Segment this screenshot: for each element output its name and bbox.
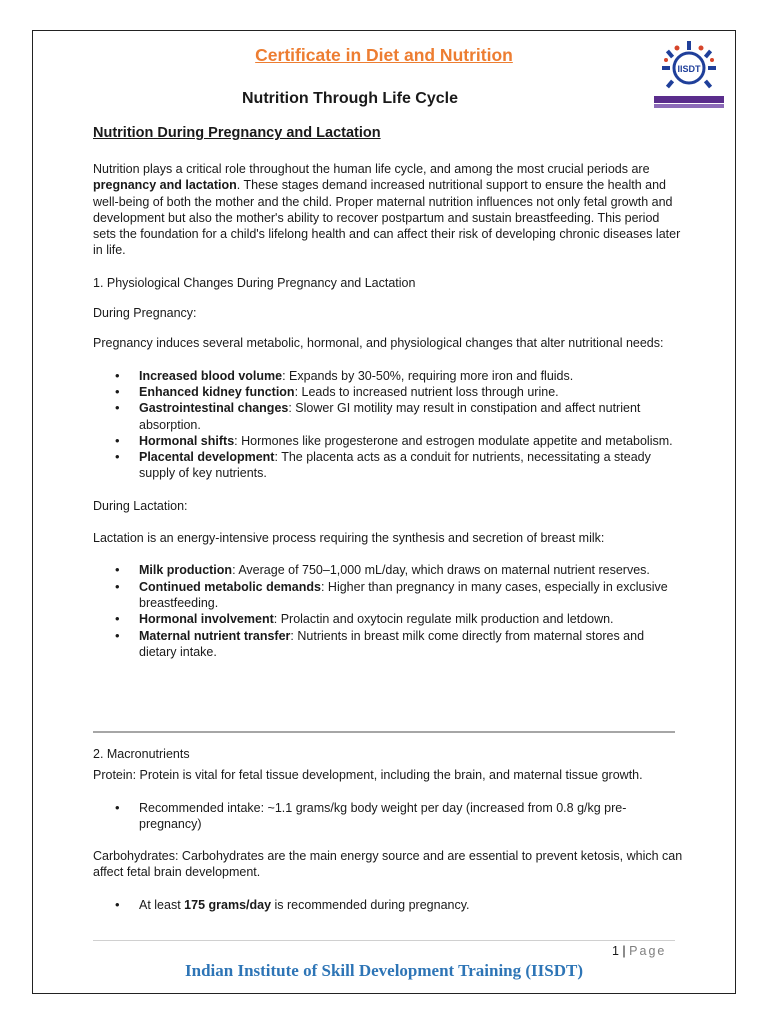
- page-label: Page: [629, 944, 667, 958]
- page-number-value: 1: [612, 944, 619, 958]
- pregnancy-intro: Pregnancy induces several metabolic, hormonal, and physiological changes that alter nutritional needs:: [93, 336, 664, 351]
- list-item: • Recommended intake: ~1.1 grams/kg body weight per day (increased from 0.8 g/kg pre-pregnancy): [139, 800, 683, 833]
- protein-list: [93, 800, 683, 833]
- list-item: • Continued metabolic demands: Higher than pregnancy in many cases, especially in exclusive breastfeeding.: [139, 579, 683, 612]
- during-lactation-label: During Lactation:: [93, 498, 188, 513]
- list-item: • Placental development: The placenta acts as a conduit for nutrients, necessitating a steady supply of key nutrients.: [139, 449, 683, 482]
- document-title: [0, 90, 700, 108]
- lactation-changes-list: [93, 562, 683, 660]
- list-item: • Hormonal involvement: Prolactin and oxytocin regulate milk production and letdown.: [139, 611, 683, 627]
- document-body: [93, 161, 683, 660]
- macronutrients-section: [93, 746, 683, 913]
- lactation-intro: Lactation is an energy-intensive process requiring the synthesis and secretion of breast milk:: [93, 531, 605, 546]
- list-item: • Enhanced kidney function: Leads to increased nutrient loss through urine.: [139, 384, 683, 400]
- protein-paragraph: Protein: Protein is vital for fetal tissue development, including the brain, and maternal tissue growth.: [93, 768, 643, 783]
- page-number: 1 | Page: [612, 944, 667, 958]
- document-title-text: Nutrition Through Life Cycle: [242, 90, 458, 107]
- section-title: Nutrition During Pregnancy and Lactation: [93, 125, 381, 141]
- carbohydrates-list: [93, 897, 683, 913]
- list-item: • Maternal nutrient transfer: Nutrients in breast milk come directly from maternal stores and dietary intake.: [139, 628, 683, 661]
- macronutrients-heading: 2. Macronutrients: [93, 747, 190, 761]
- list-item: • Gastrointestinal changes: Slower GI motility may result in constipation and affect nutrient absorption.: [139, 400, 683, 433]
- certificate-title: Certificate in Diet and Nutrition: [255, 45, 513, 65]
- intro-paragraph: Nutrition plays a critical role throughout the human life cycle, and among the most crucial periods are pregnancy and lactation. These stages demand increased nutritional support to ensure the health and well-being of both the mother and the child. Proper maternal nutrition influences not only fetal growth and development but also the mother's ability to recover postpartum and sustain breastfeeding. This period sets the foundation for a child's lifelong health and can affect their risk of developing chronic diseases later in life.: [93, 162, 681, 258]
- list-item: • Hormonal shifts: Hormones like progesterone and estrogen modulate appetite and metabolism.: [139, 433, 683, 449]
- pregnancy-changes-list: [93, 368, 683, 482]
- list-item: • At least 175 grams/day is recommended during pregnancy.: [139, 897, 683, 913]
- logo-text: IISDT: [677, 64, 701, 74]
- list-item: • Milk production: Average of 750–1,000 mL/day, which draws on maternal nutrient reserves.: [139, 562, 683, 578]
- section-divider: [93, 731, 675, 733]
- carbohydrates-paragraph: Carbohydrates: Carbohydrates are the main energy source and are essential to prevent ketosis, which can affect fetal brain development.: [93, 849, 683, 880]
- list-item: • Increased blood volume: Expands by 30-50%, requiring more iron and fluids.: [139, 368, 683, 384]
- footer-divider: [93, 940, 675, 941]
- during-pregnancy-label: During Pregnancy:: [93, 306, 197, 321]
- physiological-heading: 1. Physiological Changes During Pregnancy and Lactation: [93, 275, 416, 290]
- institute-footer: Indian Institute of Skill Development Training (IISDT): [185, 961, 583, 980]
